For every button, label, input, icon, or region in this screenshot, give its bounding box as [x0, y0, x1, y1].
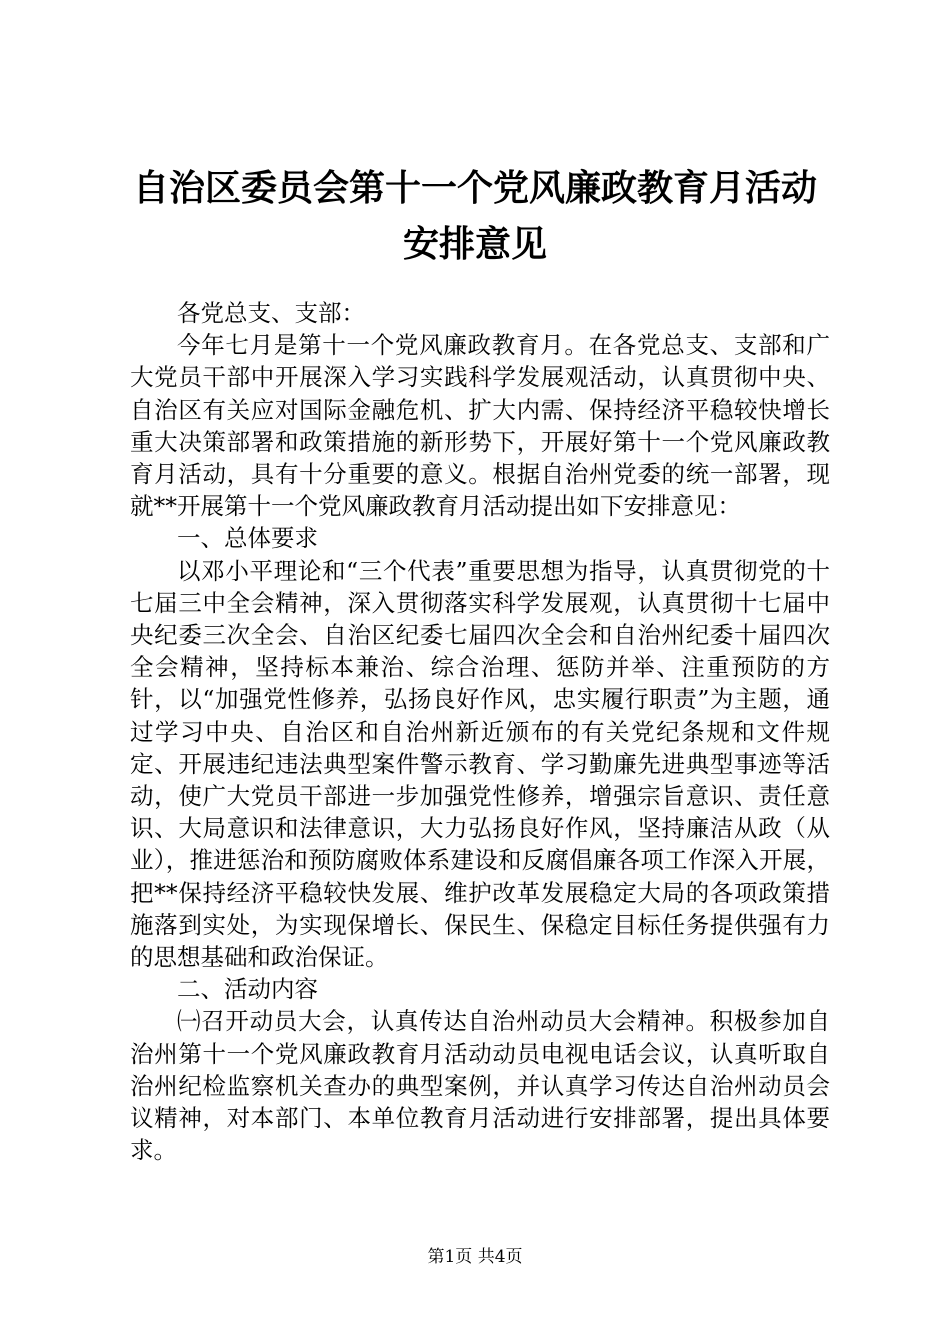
section-heading-activity-content: 二、活动内容	[177, 975, 318, 1004]
page-footer: 第1页 共4页	[427, 1247, 523, 1267]
intro-paragraph: 今年七月是第十一个党风廉政教育月。在各党总支、支部和广大党员干部中开展深入学习实践科学发展观活动，认真贯彻中央、自治区有关应对国际金融危机、扩大内需、保持经济平稳较快增长重大决策部署和政策措施的新形势下，开展好第十一个党风廉政教育月活动，具有十分重要的意义。根据自治州党委的统一部署，现就**开展第十一个党风廉政教育月活动提出如下安排意见：	[130, 331, 830, 521]
activity-item-1-paragraph: ㈠召开动员大会，认真传达自治州动员大会精神。积极参加自治州第十一个党风廉政教育月活动动员电视电话会议，认真听取自治州纪检监察机关查办的典型案例，并认真学习传达自治州动员会议精神，对本部门、本单位教育月活动进行安排部署，提出具体要求。	[130, 1007, 830, 1165]
salutation-paragraph: 各党总支、支部：	[177, 299, 365, 327]
general-requirements-paragraph: 以邓小平理论和“三个代表”重要思想为指导，认真贯彻党的十七届三中全会精神，深入贯彻落实科学发展观，认真贯彻十七届中央纪委三次全会、自治区纪委七届四次全会和自治州纪委十届四次全会精神，坚持标本兼治、综合治理、惩防并举、注重预防的方针，以“加强党性修养，弘扬良好作风，忠实履行职责”为主题，通过学习中央、自治区和自治州新近颁布的有关党纪条规和文件规定、开展违纪违法典型案件警示教育、学习勤廉先进典型事迹等活动，使广大党员干部进一步加强党性修养，增强宗旨意识、责任意识、大局意识和法律意识，大力弘扬良好作风，坚持廉洁从政（从业），推进惩治和预防腐败体系建设和反腐倡廉各项工作深入开展，把**保持经济平稳较快发展、维护改革发展稳定大局的各项政策措施落到实处，为实现保增长、保民生、保稳定目标任务提供强有力的思想基础和政治保证。	[130, 556, 830, 972]
section-heading-general-requirements: 一、总体要求	[177, 524, 318, 553]
document-title: 自治区委员会第十一个党风廉政教育月活动安排意见	[132, 167, 817, 265]
document-body	[130, 297, 830, 1166]
